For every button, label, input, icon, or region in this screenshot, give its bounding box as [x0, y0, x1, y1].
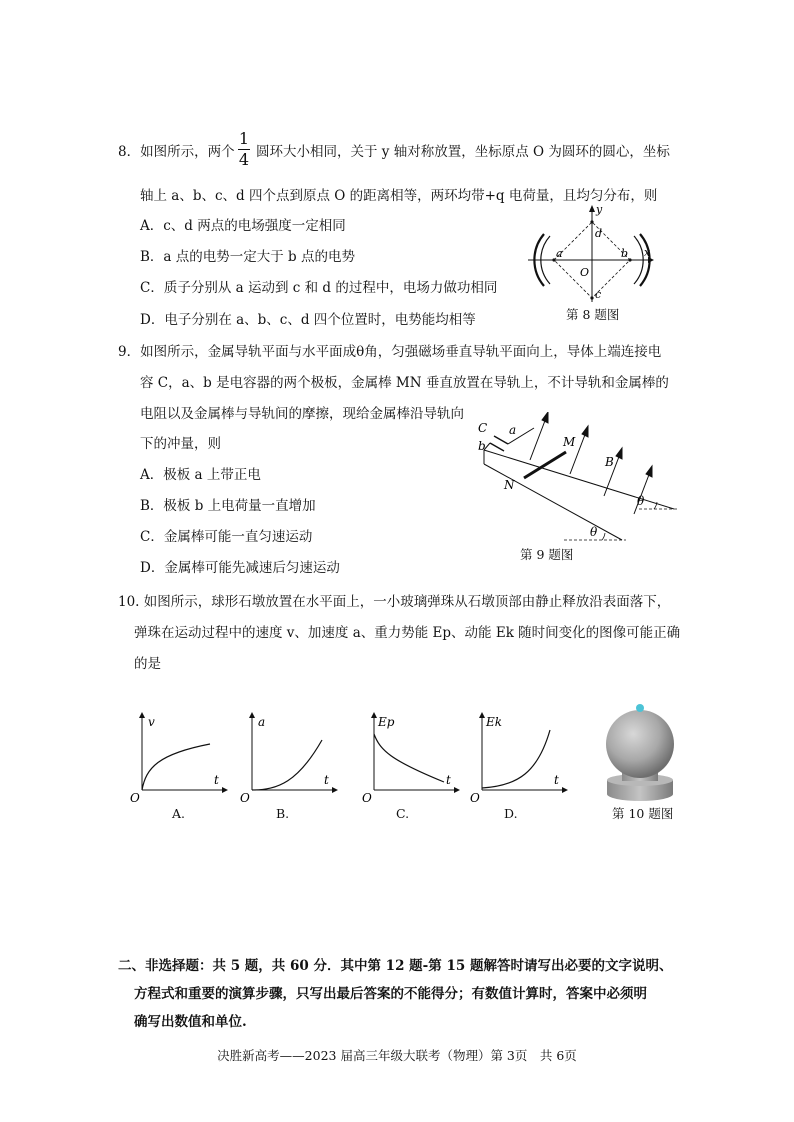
stone-sphere	[606, 710, 674, 778]
plate-b	[490, 443, 504, 451]
origin-o: O	[130, 791, 140, 804]
origin-o: O	[240, 791, 250, 804]
q9-stem-part2: 容 C，a、b 是电容器的两个极板，金属棒 MN 垂直放置在导轨上，不计导轨和金属棒的	[140, 375, 669, 391]
curve-a	[252, 740, 322, 790]
ylabel-ek: Ek	[486, 715, 503, 729]
label-theta-lower: θ	[590, 525, 598, 539]
q8-stem-part3: 轴上 a、b、c、d 四个点到原点 O 的距离相等，两环均带+q 电荷量，且均匀分布，则	[140, 188, 658, 204]
q8-option-d: D．电子分别在 a、b、c、d 四个位置时，电势能均相等	[140, 312, 476, 328]
q8-fraction-denominator: 4	[238, 150, 250, 169]
q9-option-c: C．金属棒可能一直匀速运动	[140, 529, 313, 545]
metal-rod-MN	[524, 452, 566, 478]
label-b: b	[621, 247, 629, 260]
stone-ball-image	[600, 700, 680, 802]
q8-option-a: A．c、d 两点的电场强度一定相同	[140, 218, 346, 234]
glass-marble	[636, 704, 644, 712]
q9-stem-part3: 电阻以及金属棒与导轨间的摩擦，现给金属棒沿导轨向	[140, 406, 464, 422]
curve-v	[142, 744, 210, 790]
q9-stem-part4: 下的冲量，则	[140, 436, 221, 452]
graph-d-option: D.	[504, 806, 518, 821]
section2-line2: 方程式和重要的演算步骤，只写出最后答案的不能得分；有数值计算时，答案中必须明	[134, 986, 647, 1002]
label-N: N	[504, 478, 515, 492]
graph-d	[468, 712, 568, 804]
q8-option-c: C．质子分别从 a 运动到 c 和 d 的过程中，电场力做功相同	[140, 280, 498, 296]
xlabel-t: t	[554, 773, 559, 787]
q9-option-b: B．极板 b 上电荷量一直增加	[140, 498, 316, 514]
label-plate-a: a	[509, 423, 517, 437]
q9-option-d: D．金属棒可能先减速后匀速运动	[140, 560, 340, 576]
graph-b-option: B.	[276, 806, 290, 821]
q8-fraction	[238, 130, 250, 169]
label-x: x	[644, 246, 651, 259]
graph-a-option: A.	[172, 806, 186, 821]
label-C: C	[478, 421, 488, 435]
section2-line1: 二、非选择题：共 5 题，共 60 分．其中第 12 题-第 15 题解答时请写出必要的文字说明、	[118, 958, 673, 974]
q9-stem-part1: 9．如图所示，金属导轨平面与水平面成θ角，匀强磁场垂直导轨平面向上，导体上端连接电	[118, 344, 662, 360]
label-d: d	[595, 227, 603, 240]
graph-b	[238, 712, 338, 804]
xlabel-t: t	[446, 773, 451, 787]
q8-option-b: B．a 点的电势一定大于 b 点的电势	[140, 249, 355, 265]
xlabel-t: t	[214, 773, 219, 787]
q8-figure	[520, 200, 660, 305]
label-origin: O	[580, 266, 590, 279]
section2-line3: 确写出数值和单位.	[134, 1014, 247, 1030]
graph-a	[128, 712, 228, 804]
label-y: y	[596, 203, 603, 216]
q8-figure-caption: 第 8 题图	[566, 307, 620, 322]
label-B: B	[605, 455, 614, 469]
page-footer: 决胜新高考——2023 届高三年级大联考（物理）第 3页 共 6页	[217, 1048, 577, 1063]
ylabel-v: v	[148, 715, 155, 729]
origin-o: O	[470, 791, 480, 804]
label-theta-upper: θ	[637, 494, 645, 508]
q10-stem-part3: 的是	[134, 656, 161, 672]
ylabel-a: a	[258, 715, 266, 729]
y-axis-arrow	[589, 205, 595, 212]
label-plate-b: b	[478, 439, 486, 453]
q8-stem-part1: 8．如图所示，两个	[118, 144, 235, 160]
label-c: c	[595, 288, 602, 301]
q8-stem-part2: 圆环大小相同，关于 y 轴对称放置，坐标原点 O 为圆环的圆心，坐标	[256, 144, 670, 160]
graph-c-option: C.	[396, 806, 410, 821]
q9-figure-caption: 第 9 题图	[520, 547, 574, 562]
plate-a	[494, 436, 508, 444]
label-a: a	[556, 247, 563, 260]
q9-option-a: A．极板 a 上带正电	[140, 467, 261, 483]
q10-stem-part2: 弹珠在运动过程中的速度 v、加速度 a、重力势能 Ep、动能 Ek 随时间变化的图像可能正确	[134, 625, 681, 641]
lower-rail	[484, 464, 622, 540]
q9-figure	[474, 412, 684, 544]
q10-figure-caption: 第 10 题图	[612, 806, 674, 821]
q8-fraction-numerator: 1	[238, 129, 250, 148]
ylabel-ep: Ep	[378, 715, 395, 729]
label-M: M	[563, 435, 576, 449]
q10-stem-part1: 10. 如图所示，球形石墩放置在水平面上，一小玻璃弹珠从石墩顶部由静止释放沿表面落下，	[118, 594, 671, 610]
graph-c	[360, 712, 460, 804]
curve-ek	[482, 730, 550, 788]
xlabel-t: t	[324, 773, 329, 787]
origin-o: O	[362, 791, 372, 804]
curve-ep	[374, 734, 444, 782]
